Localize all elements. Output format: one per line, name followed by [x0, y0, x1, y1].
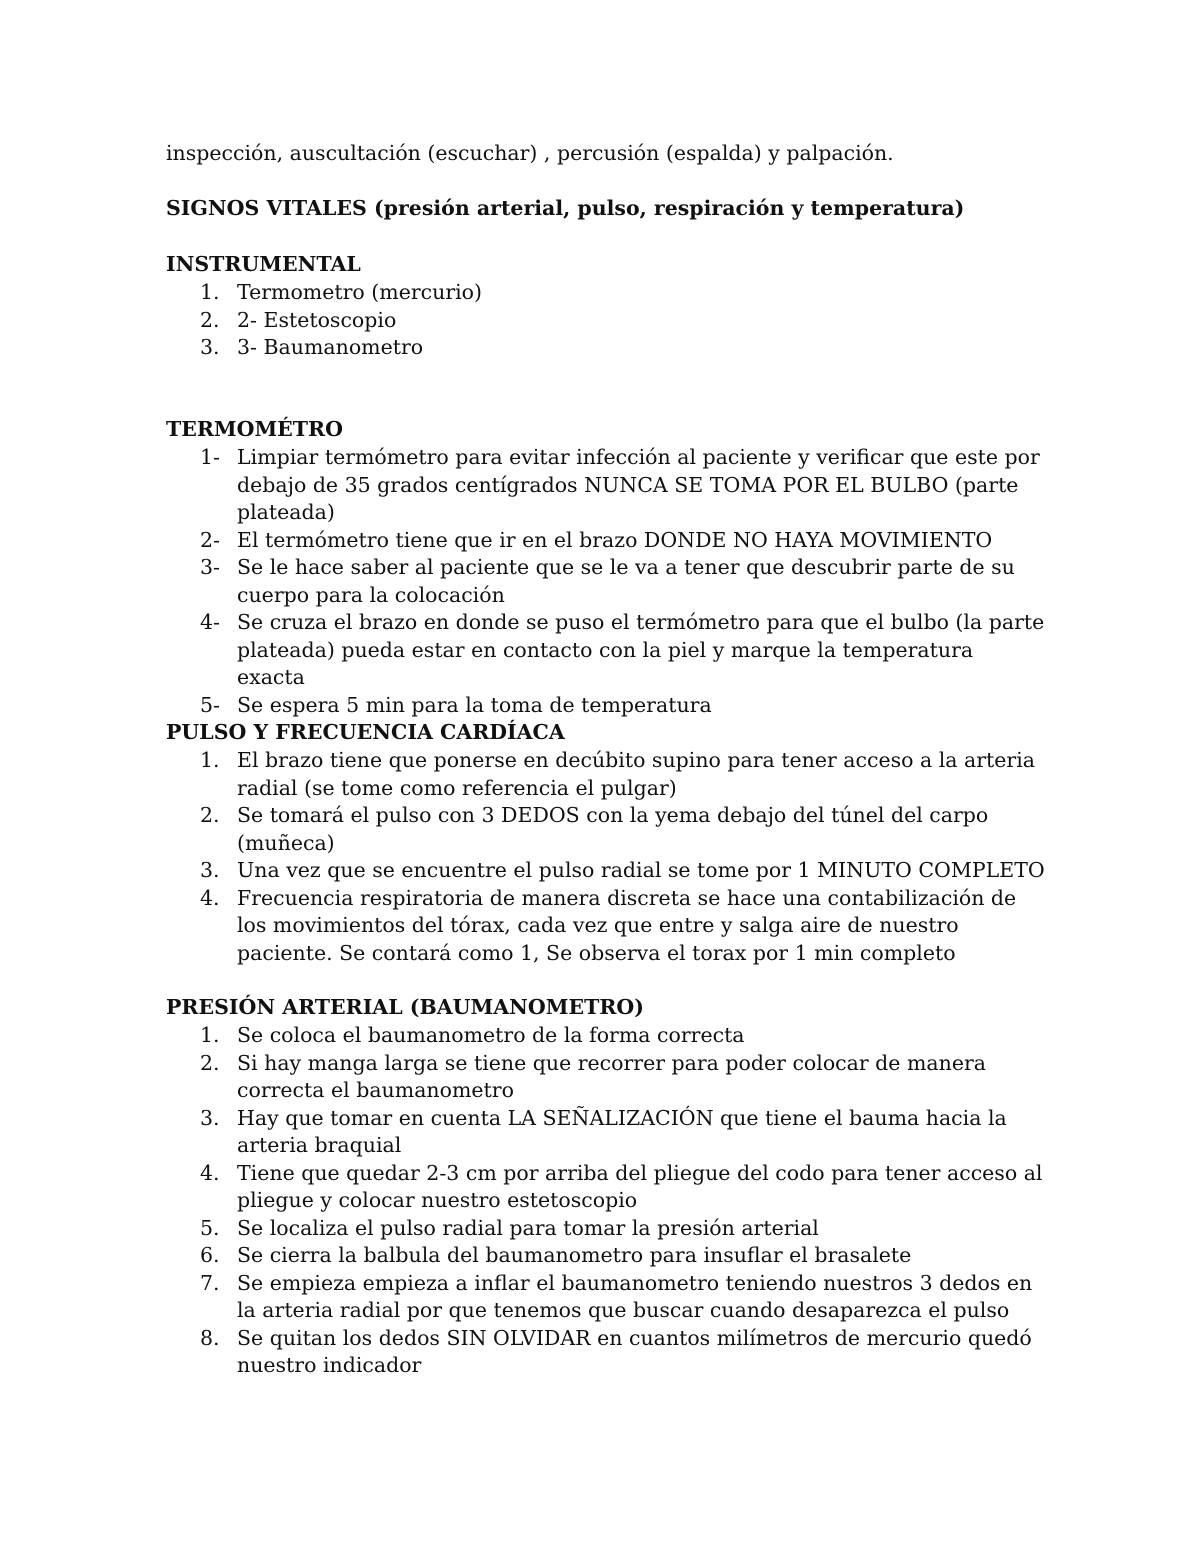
list-item [0, 857, 1100, 885]
list-item-text: Hay que tomar en cuenta LA SEÑALIZACIÓN que tiene el bauma hacia la arteria braquial [237, 1105, 1007, 1157]
list-item-text: Se cruza el brazo en donde se puso el termómetro para que el bulbo (la parte plateada) pueda estar en contacto con la piel y marque la temperatura exacta [237, 610, 1045, 689]
list-item-text: Termometro (mercurio) [237, 280, 483, 304]
vital-signs-heading: SIGNOS VITALES (presión arterial, pulso, respiración y temperatura) [166, 196, 965, 220]
list-item [0, 692, 1100, 720]
list-item-text: Se le hace saber al paciente que se le va a tener que descubrir parte de su cuerpo para la colocación [237, 555, 1015, 607]
intro-line: inspección, auscultación (escuchar) , percusión (espalda) y palpación. [166, 141, 894, 165]
list-item [0, 307, 1100, 335]
termometro-heading: TERMOMÉTRO [166, 417, 343, 441]
list-item [0, 609, 1100, 692]
list-item-text: 2- Estetoscopio [237, 307, 397, 332]
list-item-text: Se coloca el baumanometro de la forma correcta [237, 1023, 745, 1047]
list-item-number: 4. [200, 885, 220, 910]
list-item [0, 527, 1100, 555]
list-item [0, 279, 1100, 307]
list-item-number: 1. [200, 1023, 220, 1047]
list-item-text: Limpiar termómetro para evitar infección al paciente y verificar que este por debajo de 35 grados centígrados NUNCA SE TOMA POR EL BULBO (parte plateada) [237, 445, 1040, 524]
list-item-number: 3- [200, 555, 220, 579]
list-item [0, 1105, 1100, 1160]
list-item-number: 1. [200, 748, 220, 772]
list-item-number: 2. [200, 803, 220, 827]
list-item-text: Se quitan los dedos SIN OLVIDAR en cuantos milímetros de mercurio quedó nuestro indicador [237, 1325, 1032, 1377]
list-item-number: 7. [200, 1270, 220, 1295]
pulso-list [0, 747, 1100, 967]
list-item [0, 1242, 1100, 1270]
list-item-text: Una vez que se encuentre el pulso radial se tome por 1 MINUTO COMPLETO [237, 858, 1045, 882]
list-item [0, 1270, 1100, 1325]
list-item-text: Se empieza empieza a inflar el baumanometro teniendo nuestros 3 dedos en la arteria radial por que tenemos que buscar cuando desaparezca el pulso [237, 1270, 1033, 1322]
list-item-number: 8. [200, 1325, 220, 1350]
termometro-list [0, 444, 1100, 719]
list-item-text: Si hay manga larga se tiene que recorrer para poder colocar de manera correcta el baumanometro [237, 1050, 986, 1102]
presion-heading: PRESIÓN ARTERIAL (BAUMANOMETRO) [166, 995, 644, 1019]
list-item-text: Se cierra la balbula del baumanometro para insuflar el brasalete [237, 1243, 912, 1267]
list-item-number: 5- [200, 692, 220, 717]
list-item-number: 4. [200, 1160, 220, 1185]
list-item-number: 3. [200, 1105, 220, 1130]
list-item [0, 334, 1100, 362]
list-item [0, 1022, 1100, 1050]
list-item-number: 3. [200, 858, 220, 882]
list-item [0, 747, 1100, 802]
list-item-number: 4- [200, 610, 220, 634]
list-item [0, 885, 1100, 968]
list-item-text: Se espera 5 min para la toma de temperatura [237, 692, 712, 717]
list-item-text: El termómetro tiene que ir en el brazo DONDE NO HAYA MOVIMIENTO [237, 527, 993, 552]
list-item [0, 1325, 1100, 1380]
list-item [0, 444, 1100, 527]
list-item [0, 1160, 1100, 1215]
list-item-number: 1. [200, 280, 220, 304]
list-item [0, 802, 1100, 857]
list-item-number: 6. [200, 1243, 220, 1267]
list-item-number: 2. [200, 1050, 220, 1075]
pulso-heading: PULSO Y FRECUENCIA CARDÍACA [166, 720, 565, 744]
list-item-text: Se tomará el pulso con 3 DEDOS con la yema debajo del túnel del carpo (muñeca) [237, 803, 989, 855]
list-item-number: 1- [200, 445, 220, 469]
list-item-text: Tiene que quedar 2-3 cm por arriba del pliegue del codo para tener acceso al pliegue y colocar nuestro estetoscopio [237, 1160, 1043, 1212]
list-item-number: 2. [200, 307, 220, 332]
list-item-number: 3. [200, 335, 220, 359]
list-item-text: 3- Baumanometro [237, 335, 424, 359]
presion-list [0, 1022, 1100, 1380]
list-item-text: El brazo tiene que ponerse en decúbito supino para tener acceso a la arteria radial (se tome como referencia el pulgar) [237, 748, 1035, 800]
list-item-text: Se localiza el pulso radial para tomar la presión arterial [237, 1215, 819, 1240]
list-item-text: Frecuencia respiratoria de manera discreta se hace una contabilización de los movimientos del tórax, cada vez que entre y salga aire de nuestro paciente. Se contará como 1, Se observa el torax por 1 min completo [237, 885, 1017, 965]
instrumental-heading: INSTRUMENTAL [166, 252, 361, 276]
list-item-number: 2- [200, 527, 220, 552]
list-item [0, 554, 1100, 609]
list-item-number: 5. [200, 1215, 220, 1240]
list-item [0, 1050, 1100, 1105]
list-item [0, 1215, 1100, 1243]
instrumental-list [0, 279, 1100, 362]
